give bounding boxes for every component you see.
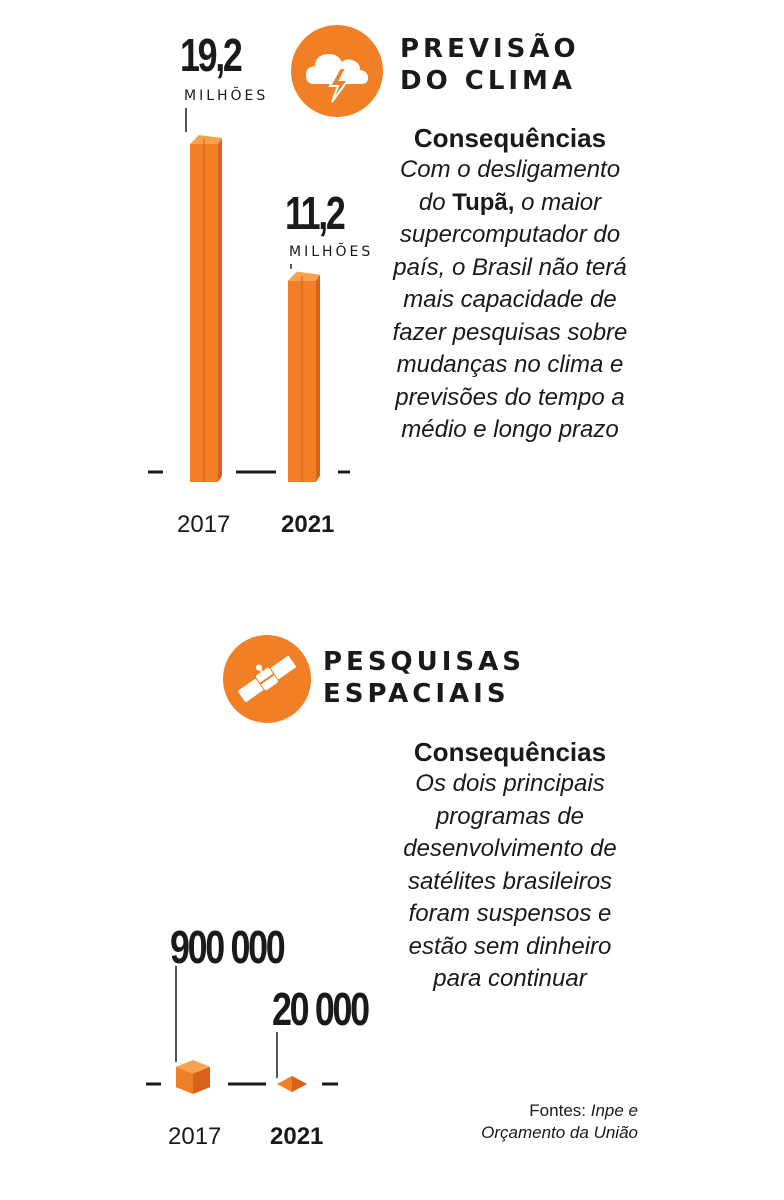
source-label: Fontes: <box>529 1101 586 1120</box>
source-line1 <box>430 1100 638 1122</box>
value-label-2021-clima: 11,2 <box>285 187 344 239</box>
espaciais-consequences-title: Consequências <box>413 737 607 767</box>
storm-cloud-lightning-icon <box>290 24 384 118</box>
cube-2021 <box>277 1076 307 1092</box>
year-label-2017-espaciais: 2017 <box>168 1123 222 1150</box>
espaciais-title <box>323 646 525 710</box>
source-note <box>430 1100 638 1144</box>
unit-label-2017-clima: MILHÕES <box>184 88 269 104</box>
espaciais-title-line1: PESQUISAS <box>323 647 526 677</box>
cube-2017 <box>176 1060 210 1094</box>
clima-title-line2: DO CLIMA <box>400 66 577 96</box>
satellite-icon <box>222 634 312 724</box>
unit-label-2021-clima: MILHÕES <box>289 244 374 260</box>
clima-consequences-text-pre: Com o desligamento do <box>399 156 621 216</box>
value-label-2021-espaciais: 20 000 <box>272 983 368 1035</box>
clima-consequences-title: Consequências <box>413 123 607 153</box>
source-name-2: Orçamento da União <box>481 1123 638 1142</box>
espaciais-title-line2: ESPACIAIS <box>323 679 510 709</box>
value-label-2017-espaciais: 900 000 <box>170 921 284 973</box>
clima-title <box>400 33 580 97</box>
clima-consequences-text-post: o maior supercomputador do país, o Brasil não terá mais capacidade de fazer pesquisas sobre mudanças no clima e previsões do tempo a médio e longo prazo <box>392 188 628 443</box>
source-name-1: Inpe e <box>590 1101 638 1120</box>
clima-title-line1: PREVISÃO <box>400 34 580 64</box>
bar-2021 <box>288 272 320 482</box>
clima-consequences <box>385 122 635 447</box>
clima-consequences-text-bold: Tupã, <box>452 188 515 216</box>
year-label-2021-clima: 2021 <box>281 511 335 538</box>
year-label-2017-clima: 2017 <box>177 511 231 538</box>
espaciais-consequences-body: Os dois principais programas de desenvolvimento de satélites brasileiros foram suspensos e estão sem dinheiro para continuar <box>403 770 617 992</box>
clima-consequences-body <box>385 154 635 447</box>
value-label-2017-clima: 19,2 <box>180 29 241 81</box>
source-line2 <box>430 1122 638 1144</box>
espaciais-chart <box>0 900 784 1200</box>
year-label-2021-espaciais: 2021 <box>270 1123 324 1150</box>
bar-2017 <box>190 135 222 482</box>
